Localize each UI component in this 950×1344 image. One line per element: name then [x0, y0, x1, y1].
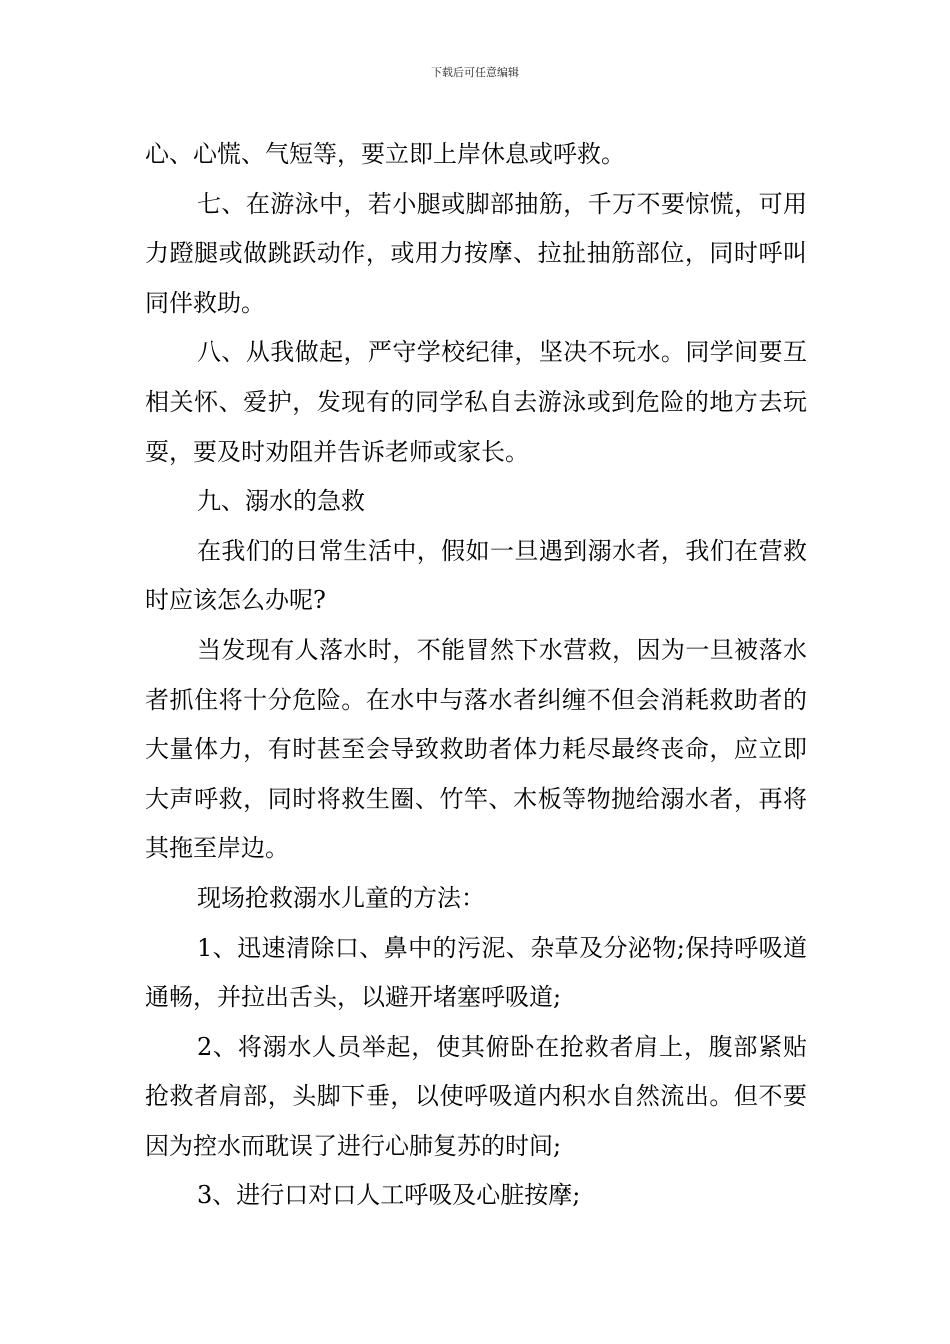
paragraph-item-7: 七、在游泳中，若小腿或脚部抽筋，千万不要惊慌，可用力蹬腿或做跳跃动作，或用力按摩、拉扯抽筋部位，同时呼叫同伴救助。 [145, 189, 807, 317]
body-text [145, 130, 807, 1221]
list-item-3: 3、进行口对口人工呼吸及心脏按摩; [197, 1181, 581, 1210]
list-item-1: 1、迅速清除口、鼻中的污泥、杂草及分泌物;保持呼吸道通畅，并拉出舌头，以避开堵塞呼吸道; [145, 933, 807, 1012]
section-heading-drowning-first-aid: 九、溺水的急救 [197, 487, 365, 516]
paragraph-rescue-advice: 当发现有人落水时，不能冒然下水营救，因为一旦被落水者抓住将十分危险。在水中与落水者纠缠不但会消耗救助者的大量体力，有时甚至会导致救助者体力耗尽最终丧命，应立即大声呼救，同时将救生圈、竹竿、木板等物抛给溺水者，再将其拖至岸边。 [145, 635, 807, 863]
paragraph-question: 在我们的日常生活中，假如一旦遇到溺水者，我们在营救时应该怎么办呢? [145, 536, 807, 615]
paragraph-methods-intro: 现场抢救溺水儿童的方法： [197, 883, 485, 912]
paragraph-item-8: 八、从我做起，严守学校纪律，坚决不玩水。同学间要互相关怀、爱护，发现有的同学私自去游泳或到危险的地方去玩耍，要及时劝阻并告诉老师或家长。 [145, 338, 807, 466]
list-item-2: 2、将溺水人员举起，使其俯卧在抢救者肩上，腹部紧贴抢救者肩部，头脚下垂，以使呼吸道内积水自然流出。但不要因为控水而耽误了进行心肺复苏的时间; [145, 1032, 807, 1160]
paragraph-continuation: 心、心慌、气短等，要立即上岸休息或呼救。 [145, 140, 625, 168]
page-header: 下载后可任意编辑 [431, 66, 519, 79]
